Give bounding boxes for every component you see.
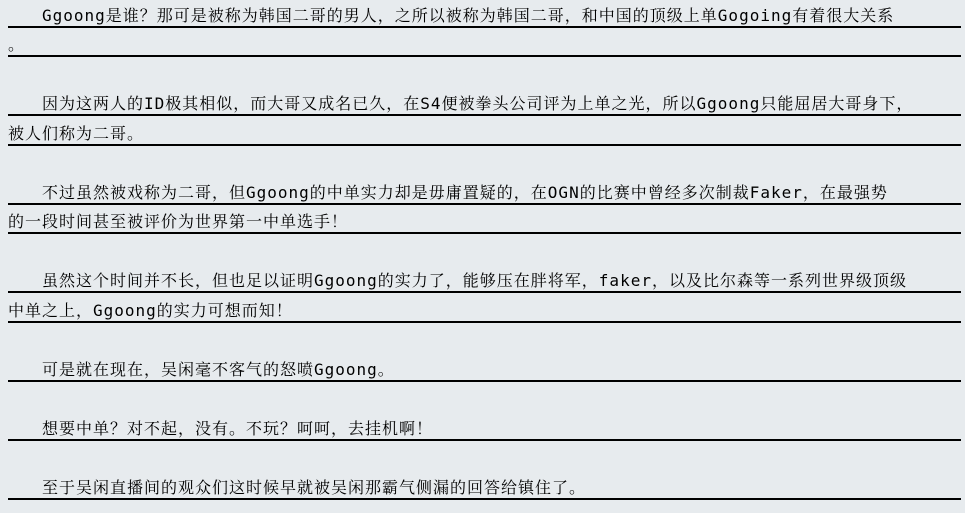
empty-line <box>8 441 961 471</box>
empty-line <box>8 57 961 87</box>
text-line <box>8 205 961 235</box>
empty-line <box>8 382 961 412</box>
line-text: 可是就在现在，吴闲毫不客气的怒喷Ggoong。 <box>8 359 395 379</box>
text-line <box>8 175 961 205</box>
line-text: Ggoong是谁？那可是被称为韩国二哥的男人，之所以被称为韩国二哥，和中国的顶级上单Gogoing有着很大关系 <box>8 5 895 25</box>
text-line <box>8 87 961 117</box>
article-text <box>8 0 961 500</box>
line-text: 至于吴闲直播间的观众们这时候早就被吴闲那霸气侧漏的回答给镇住了。 <box>8 477 587 497</box>
empty-line <box>8 234 961 264</box>
text-line <box>8 0 961 28</box>
empty-line <box>8 146 961 176</box>
line-text: 虽然这个时间并不长，但也足以证明Ggoong的实力了，能够压在胖将军，faker，以及比尔森等一系列世界级顶级 <box>8 271 907 290</box>
line-text: 的一段时间甚至被评价为世界第一中单选手！ <box>8 212 349 231</box>
line-text: 被人们称为二哥。 <box>8 123 145 143</box>
line-text: 。 <box>8 35 26 54</box>
text-line <box>8 28 961 58</box>
text-line <box>8 352 961 382</box>
line-text: 因为这两人的ID极其相似，而大哥又成名已久，在S4便被拳头公司评为上单之光，所以Ggoong只能屈居大哥身下， <box>8 94 914 113</box>
empty-line <box>8 323 961 353</box>
text-line <box>8 411 961 441</box>
text-line <box>8 470 961 500</box>
text-line <box>8 116 961 146</box>
reader-page <box>8 0 961 500</box>
line-text: 不过虽然被戏称为二哥，但Ggoong的中单实力却是毋庸置疑的，在OGN的比赛中曾经多次制裁Faker，在最强势 <box>8 182 888 202</box>
line-text: 中单之上，Ggoong的实力可想而知！ <box>8 300 293 320</box>
line-text: 想要中单？对不起，没有。不玩？呵呵，去挂机啊！ <box>8 418 434 438</box>
text-line <box>8 264 961 294</box>
text-line <box>8 293 961 323</box>
